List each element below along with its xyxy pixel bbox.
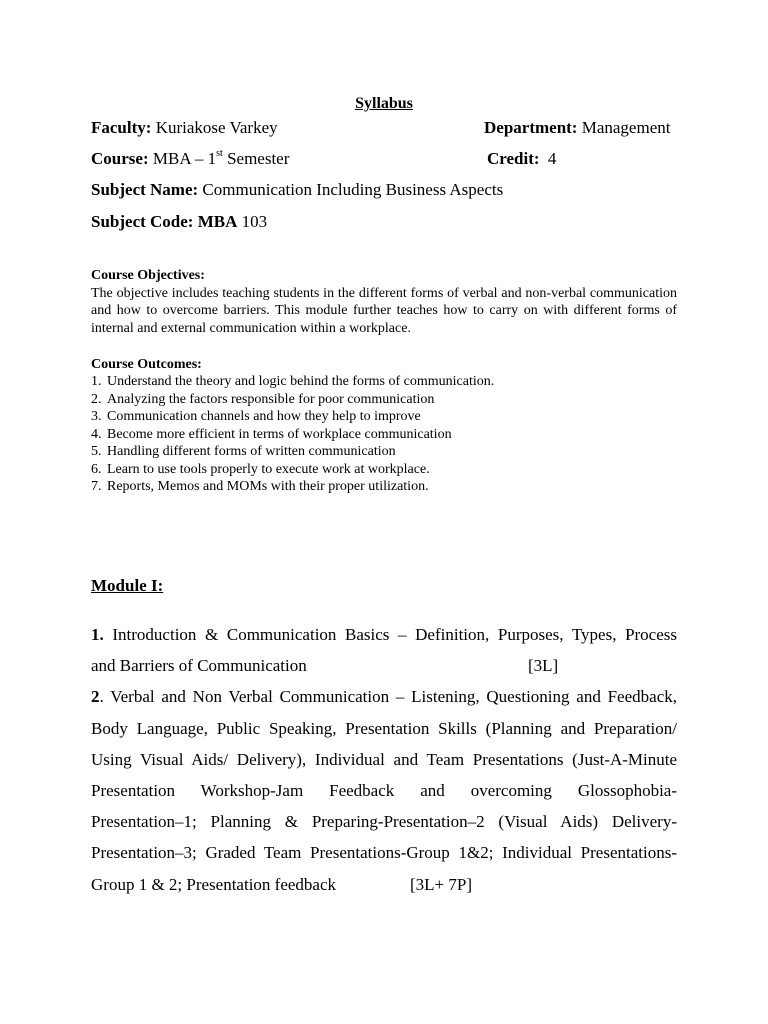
course-field [91,149,289,169]
course-value-prefix: MBA – 1 [152,149,217,168]
department-value: Management [581,118,671,137]
outcomes-list [91,373,677,496]
list-item: 3. Communication channels and how they help to improve [91,409,421,424]
department-label: Department: [484,118,578,137]
credit-value: 4 [547,149,557,168]
topic-1-line-2: and Barriers of Communication [3L] [91,650,677,681]
list-item: 6. Learn to use tools properly to execute work at workplace. [91,461,430,477]
outcomes-heading: Course Outcomes: [91,357,202,372]
course-value-suffix: Semester [222,149,290,168]
list-item: 4. Become more efficient in terms of workplace communication [91,426,452,442]
subject-code-label: Subject Code: [91,212,194,231]
course-objectives [91,267,677,337]
topic-2-line-3: Using Visual Aids/ Delivery), Individual and Team Presentations (Just-A-Minute [91,749,677,769]
topic-2-line-7: Group 1 & 2; Presentation feedback [3L+ 7P] [91,869,677,900]
topic-2-line-5: Presentation–1; Planning & Preparing-Presentation–2 (Visual Aids) Delivery- [91,812,677,832]
faculty-field [91,118,278,138]
topic-2-line-4: Presentation Workshop-Jam Feedback and overcoming Glossophobia- [91,781,677,801]
objectives-text: The objective includes teaching students in the different forms of verbal and non-verbal communication and how to overcome barriers. This module further teaches how to carry on with different forms of internal and external communication within a workplace. [91,285,677,336]
course-value-sup: st [216,148,223,160]
list-item: 2. Analyzing the factors responsible for poor communication [91,391,435,407]
credit-field [487,149,556,169]
subject-code-bold: MBA [197,212,238,231]
module-heading: Module I: [91,576,164,595]
topic-2-line-1: 2. Verbal and Non Verbal Communication – Listening, Questioning and Feedback, [91,687,677,707]
subject-name-label: Subject Name: [91,180,199,199]
subject-code-field [91,212,267,232]
credit-label: Credit: [487,149,540,168]
list-item: 7. Reports, Memos and MOMs with their proper utilization. [91,479,429,494]
faculty-label: Faculty: [91,118,152,137]
topic-1-line-1: 1. Introduction & Communication Basics – Definition, Purposes, Types, Process [91,625,678,644]
topic-2-ref: [3L+ 7P] [410,874,472,894]
subject-code-num: 103 [241,212,268,231]
list-item: 5. Handling different forms of written communication [91,444,396,459]
department-field [484,118,670,138]
topic-1-ref: [3L] [528,656,559,676]
course-label: Course: [91,149,149,168]
topic-2-line-2: Body Language, Public Speaking, Presentation Skills (Planning and Preparation/ [91,718,677,738]
subject-name-field [91,180,503,200]
objectives-heading: Course Objectives: [91,268,205,283]
page-title: Syllabus [355,95,413,112]
list-item: 1. Understand the theory and logic behind the forms of communication. [91,374,495,389]
module-content [91,619,677,900]
faculty-value: Kuriakose Varkey [155,118,278,137]
subject-name-value: Communication Including Business Aspects [202,180,504,199]
topic-2-line-6: Presentation–3; Graded Team Presentations-Group 1&2; Individual Presentations- [91,843,677,863]
